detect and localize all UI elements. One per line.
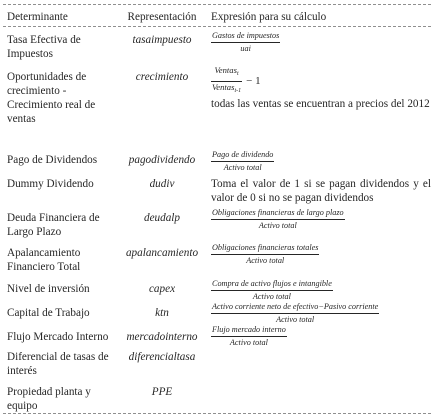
row-dummy-determinante: Dummy Dividendo (7, 178, 94, 190)
formula-denominator: Activo total (258, 220, 297, 230)
formula-numerator: Obligaciones financieras de largo plazo (211, 208, 345, 220)
row-dummy-text: Toma el valor de 1 si se pagan dividendos y el valor de 0 si no se pagan dividendos (211, 178, 431, 204)
table-bottom-rule (3, 413, 431, 414)
formula-numerator: Flujo mercado interno (211, 325, 287, 337)
row-deuda-determinante: Deuda Financiera de Largo Plazo (7, 212, 100, 238)
formula-denominator: Activo total (276, 314, 315, 324)
row-ppe-representacion: PPE (151, 386, 173, 398)
row-capex-formula (211, 279, 431, 301)
formula-denominator: Activo total (246, 255, 285, 265)
formula-numerator: Compra de activo flujos e intangible (211, 279, 333, 291)
row-crecimiento-determinante: Oportunidades de crecimiento - Crecimiento real de ventas (7, 71, 96, 125)
row-crecimiento-note: todas las ventas se encuentran a precios del 2012 (211, 98, 430, 110)
header-determinante: Determinante (7, 11, 68, 23)
header-expresion: Expresión para su cálculo (211, 11, 327, 23)
row-capex-determinante: Nivel de inversión (7, 283, 90, 295)
row-tasa-formula (211, 31, 431, 53)
row-pago-determinante: Pago de Dividendos (7, 154, 98, 166)
formula-numerator: Pago de dividendo (211, 150, 274, 162)
row-ppe-determinante: Propiedad planta y equipo (7, 386, 91, 412)
row-mercado-representacion: mercadointerno (126, 331, 198, 343)
row-ktn-determinante: Capital de Trabajo (7, 307, 90, 319)
row-crecimiento-formula (211, 66, 431, 111)
row-deuda-representacion: deudalp (143, 212, 181, 224)
row-pago-representacion: pagodividendo (128, 154, 196, 166)
formula-denominator: Activo total (223, 162, 262, 172)
row-pago-formula (211, 150, 431, 172)
header-rule (3, 26, 431, 27)
formula-numerator: Gastos de impuestos (211, 31, 280, 43)
row-mercado-formula (211, 325, 431, 347)
row-ktn-representacion: ktn (155, 307, 169, 319)
row-apalancamiento-formula (211, 243, 431, 265)
row-ktn-formula (211, 302, 431, 324)
row-capex-representacion: capex (148, 283, 176, 295)
row-diferencial-determinante: Diferencial de tasas de interés (7, 351, 109, 377)
row-tasa-determinante: Tasa Efectiva de Impuestos (7, 34, 81, 60)
row-apalancamiento-representacion: apalancamiento (125, 247, 199, 259)
row-deuda-formula (211, 208, 431, 230)
row-apalancamiento-determinante: Apalancamiento Financiero Total (7, 247, 81, 273)
row-mercado-determinante: Flujo Mercado Interno (7, 331, 109, 343)
formula-numerator: Activo corriente neto de efectivo−Pasivo corriente (211, 302, 379, 314)
row-tasa-representacion: tasaimpuesto (132, 34, 192, 46)
table-top-rule (3, 4, 431, 5)
formula-denominator: Ventas$_{t-1}$ (212, 81, 242, 94)
row-dummy-representacion: dudiv (149, 178, 175, 190)
row-crecimiento-representacion: crecimiento (135, 71, 189, 83)
header-representacion: Representación (127, 11, 197, 23)
formula-numerator: Ventas$_t$ (211, 66, 242, 82)
formula-denominator: uai (240, 43, 251, 53)
formula-denominator: Activo total (229, 337, 268, 347)
row-diferencial-representacion: diferencialtasa (128, 351, 196, 363)
formula-minus-one: − 1 (246, 75, 261, 87)
formula-denominator: Activo total (252, 291, 291, 301)
formula-numerator: Obligaciones financieras totales (211, 243, 319, 255)
